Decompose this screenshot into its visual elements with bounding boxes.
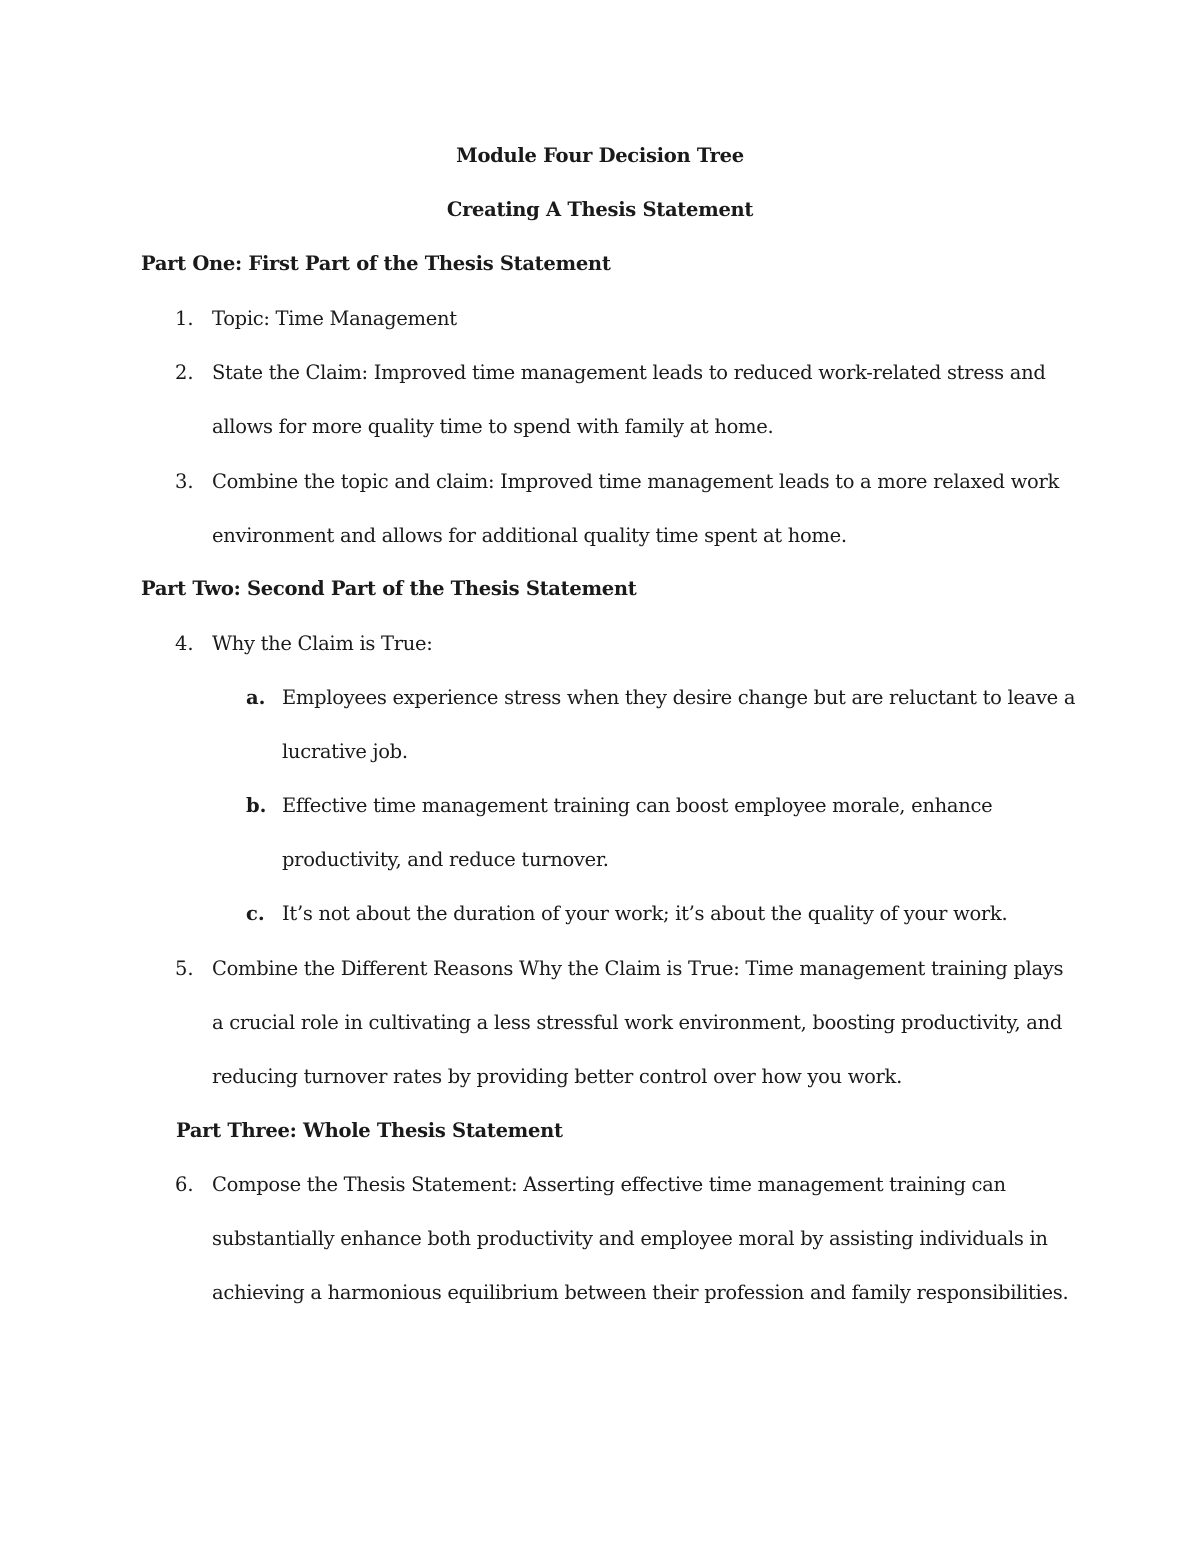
list-number: 2. — [175, 361, 194, 384]
list-item-text: Topic: Time Management — [212, 307, 457, 330]
list-item-text: reducing turnover rates by providing better control over how you work. — [212, 1065, 902, 1088]
list-item-text: Combine the topic and claim: Improved time management leads to a more relaxed work — [212, 470, 1059, 493]
list-item-text: substantially enhance both productivity and employee moral by assisting individuals in — [212, 1227, 1048, 1250]
list-item-text: State the Claim: Improved time management leads to reduced work-related stress and — [212, 361, 1046, 384]
list-number: 3. — [175, 470, 194, 493]
list-item-text: achieving a harmonious equilibrium between their profession and family responsibilities. — [212, 1281, 1069, 1304]
sublist-item-text: It’s not about the duration of your work; it’s about the quality of your work. — [282, 902, 1008, 925]
list-number: 1. — [175, 307, 194, 330]
part-two-heading: Part Two: Second Part of the Thesis Statement — [141, 577, 637, 600]
document-subtitle: Creating A Thesis Statement — [446, 198, 754, 221]
sublist-letter: a. — [246, 686, 266, 709]
sublist-item-text: Effective time management training can boost employee morale, enhance — [282, 794, 993, 817]
list-item-text: allows for more quality time to spend with family at home. — [212, 415, 774, 438]
list-item-text: environment and allows for additional quality time spent at home. — [212, 524, 847, 547]
list-number: 6. — [175, 1173, 194, 1196]
sublist-item-text: lucrative job. — [282, 740, 408, 763]
sublist-item-text: Employees experience stress when they desire change but are reluctant to leave a — [282, 686, 1076, 709]
list-item-text: a crucial role in cultivating a less stressful work environment, boosting productivity, and — [212, 1011, 1063, 1034]
list-item-text: Combine the Different Reasons Why the Claim is True: Time management training plays — [212, 957, 1064, 980]
list-number: 5. — [175, 957, 194, 980]
sublist-letter: b. — [246, 794, 267, 817]
list-number: 4. — [175, 632, 194, 655]
document-title: Module Four Decision Tree — [456, 144, 744, 167]
part-one-heading: Part One: First Part of the Thesis Statement — [141, 252, 611, 275]
sublist-item-text: productivity, and reduce turnover. — [282, 848, 609, 871]
sublist-letter: c. — [246, 902, 265, 925]
list-item-text: Why the Claim is True: — [212, 632, 433, 655]
part-three-heading: Part Three: Whole Thesis Statement — [176, 1119, 563, 1142]
list-item-text: Compose the Thesis Statement: Asserting effective time management training can — [212, 1173, 1006, 1196]
